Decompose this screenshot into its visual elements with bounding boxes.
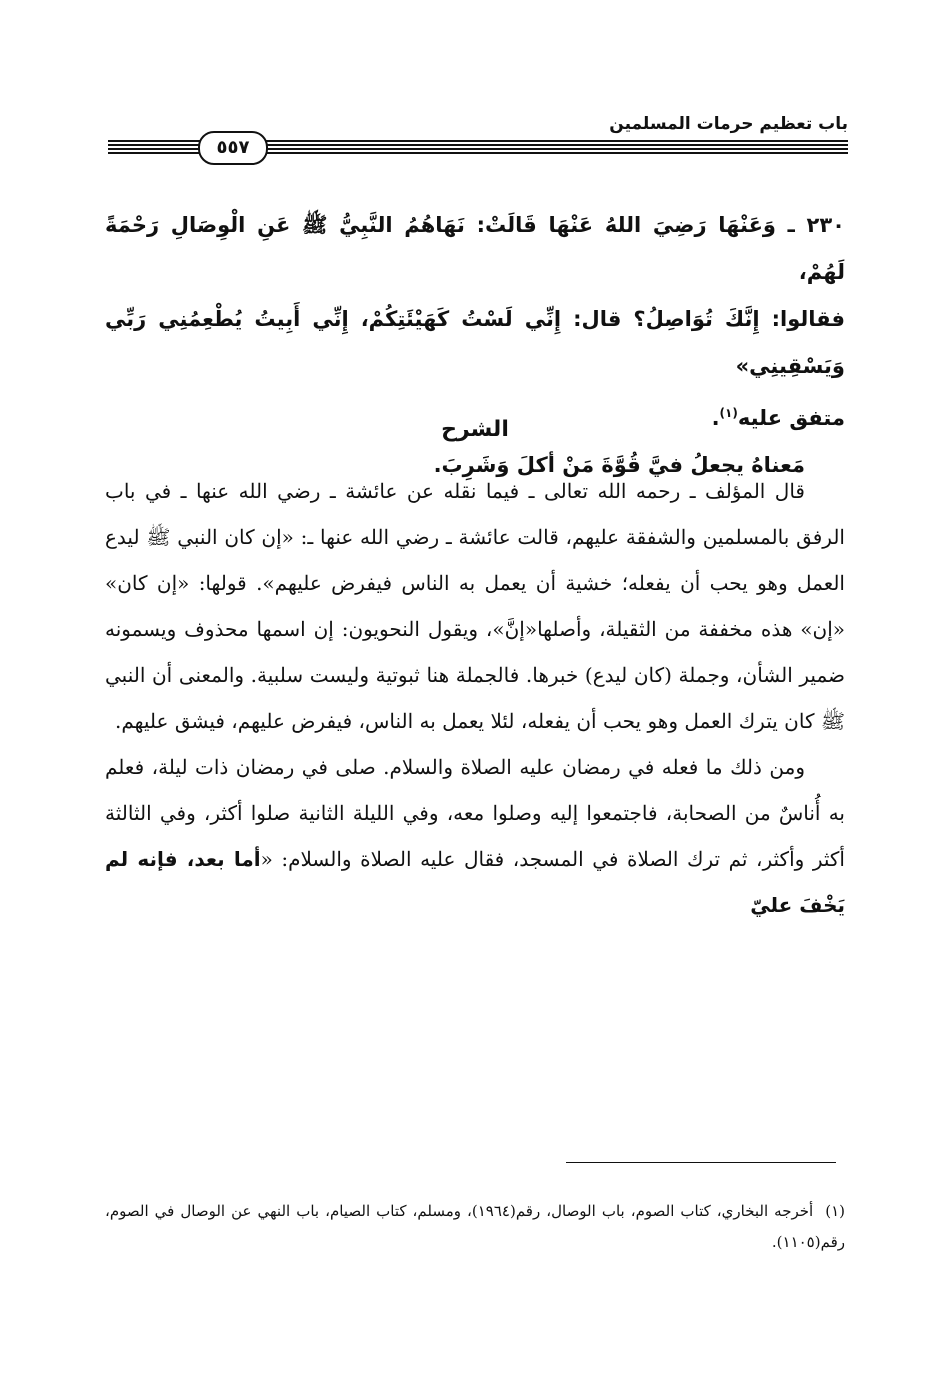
chapter-title: باب تعظيم حرمات المسلمين [609, 114, 848, 134]
hadith-quote-bold: أما بعد، فإنه لم يَخْفَ عليّ [105, 847, 845, 917]
commentary-paragraph-2-text: ومن ذلك ما فعله في رمضان عليه الصلاة والسلام. صلى في رمضان ذات ليلة، فعلم به أُناسٌ من الصحابة، فاجتمعوا إليه وصلوا معه، وفي الليلة الثانية صلوا أكثر، وفي الثالثة أكثر وأكثر، ثم ترك الصلاة في المسجد، فقال عليه الصلاة والسلام: « [105, 755, 845, 871]
footnote-mark: (١) [825, 1202, 845, 1220]
hadith-annotation: مَعناهُ يجعلُ فيَّ قُوَّةَ مَنْ أكلَ وَشَرِبَ. [433, 453, 805, 477]
hadith-line-1: ٢٣٠ ـ وَعَنْهَا رَضِيَ اللهُ عَنْهَا قَالَتْ: نَهَاهُمُ النَّبِيُّ ﷺ عَنِ الْوِصَالِ رَحْمَةً لَهُمْ، [105, 213, 845, 284]
commentary-block [105, 468, 845, 928]
section-title: الشرح [441, 417, 509, 442]
footnote-text: أخرجه البخاري، كتاب الصوم، باب الوصال، رقم(١٩٦٤)، ومسلم، كتاب الصيام، باب النهي عن الوصال في الصوم، رقم(١١٠٥). [105, 1202, 845, 1251]
footnote-divider [566, 1162, 836, 1163]
footnote-ref: (١) [719, 406, 738, 420]
commentary-paragraph-1: قال المؤلف ـ رحمه الله تعالى ـ فيما نقله عن عائشة ـ رضي الله عنها ـ في باب الرفق بالمسلمين والشفقة عليهم، قالت عائشة ـ رضي الله عنها ـ: «إن كان النبي ﷺ ليدع العمل وهو يحب أن يفعله؛ خشية أن يعمل به الناس فيفرض عليهم». قولها: «إن كان» «إن» هذه مخففة من الثقيلة، وأصلها«إنَّ»، ويقول النحويون: إن اسمها محذوف ويسمونه ضمير الشأن، وجملة (كان ليدع) خبرها. فالجملة هنا ثبوتية وليست سلبية. والمعنى أن النبي ﷺ كان يترك العمل وهو يحب أن يفعله، لئلا يعمل به الناس، فيفرض عليهم، فيشق عليهم. [105, 479, 846, 733]
hadith-source: متفق عليه [737, 406, 845, 430]
page-number: ٥٥٧ [198, 131, 268, 165]
hadith-line-3: متفق عليه$^{(١)}$. [711, 406, 845, 430]
footnote [105, 1196, 845, 1258]
hadith-line-2: فقالوا: إِنَّكَ تُوَاصِلُ؟ قال: إِنِّي لَسْتُ كَهَيْئَتِكُمْ، إِنِّي أَبِيتُ يُطْعِمُنِي رَبِّي وَيَسْقِينِي» [105, 307, 845, 378]
page-header [108, 110, 848, 160]
commentary-paragraph-2 [105, 744, 845, 928]
hadith-block [105, 202, 845, 489]
